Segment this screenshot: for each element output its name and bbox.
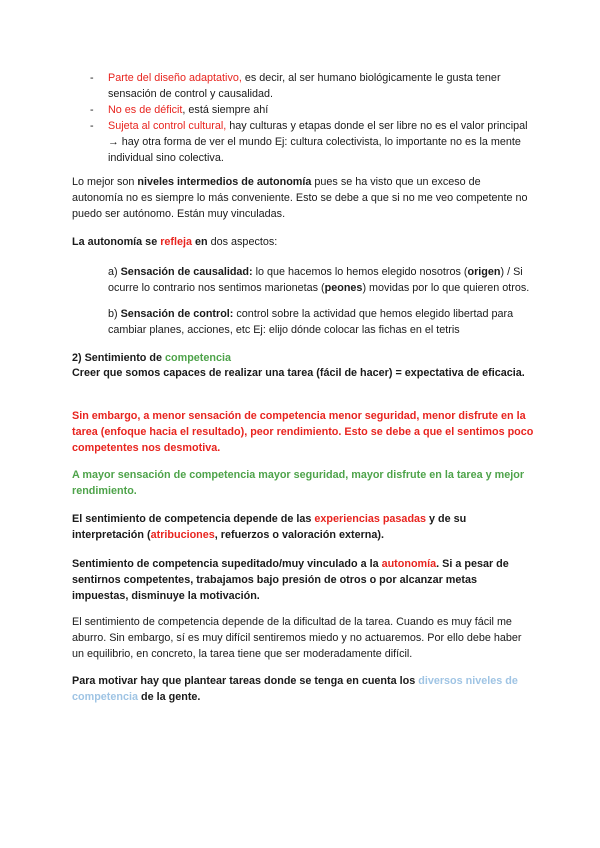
item-control: b) Sensación de control: control sobre la actividad que hemos elegido libertad para cambiar planes, acciones, etc Ej: elijo dónde colocar las fichas en el tetris <box>108 308 514 336</box>
bullet-list <box>90 70 530 166</box>
list-item: - No es de déficit, está siempre ahí <box>90 104 269 116</box>
item-causalidad: a) Sensación de causalidad: lo que hacemos lo hemos elegido nosotros (origen) / Si ocurre lo contrario nos sentimos marionetas (peones) movidas por lo que quieren otros. <box>108 266 530 294</box>
paragraph-depende: El sentimiento de competencia depende de las experiencias pasadas y de su interpretación (atribuciones, refuerzos o valoración externa). <box>72 513 467 541</box>
paragraph-refleja: La autonomía se refleja en dos aspectos: <box>72 236 278 248</box>
paragraph-menor-competencia: Sin embargo, a menor sensación de competencia menor seguridad, menor disfrute en la tarea (enfoque hacia el resultado), peor rendimiento. Esto se debe a que el sentimos poco competentes nos desmotiva. <box>72 410 534 454</box>
list-item: - Sujeta al control cultural, hay culturas y etapas donde el ser libre no es el valor principal → hay otra forma de ver el mundo Ej: cultura colectivista, lo importante no es la mente individual sino colectiva. <box>90 120 528 164</box>
paragraph-dificultad: El sentimiento de competencia depende de la dificultad de la tarea. Cuando es muy fácil me aburro. Sin embargo, sí es muy difícil sentiremos miedo y no actuaremos. Por ello debe haber un equilibrio, en concreto, la tarea tiene que ser moderadamente difícil. <box>72 616 522 660</box>
section-heading-competencia: 2) Sentimiento de competencia <box>72 352 232 364</box>
paragraph-supeditado: Sentimiento de competencia supeditado/muy vinculado a la autonomía. Si a pesar de sentirnos competentes, trabajamos bajo presión de otros o por alcanzar metas impuestas, disminuye la motivación. <box>72 558 509 602</box>
paragraph-intermedios: Lo mejor son niveles intermedios de autonomía pues se ha visto que un exceso de autonomía no es siempre lo más conveniente. Esto se debe a que si no me veo competente no puedo ser autónomo. Están muy vinculadas. <box>72 176 528 220</box>
paragraph-mayor-competencia: A mayor sensación de competencia mayor seguridad, mayor disfrute en la tarea y mejor rendimiento. <box>72 469 525 497</box>
paragraph-motivar: Para motivar hay que plantear tareas donde se tenga en cuenta los diversos niveles de competencia de la gente. <box>72 675 518 703</box>
list-item: - Parte del diseño adaptativo, es decir, al ser humano biológicamente le gusta tener sensación de control y causalidad. <box>90 72 501 100</box>
definition-competencia: Creer que somos capaces de realizar una tarea (fácil de hacer) = expectativa de eficacia. <box>72 367 525 379</box>
